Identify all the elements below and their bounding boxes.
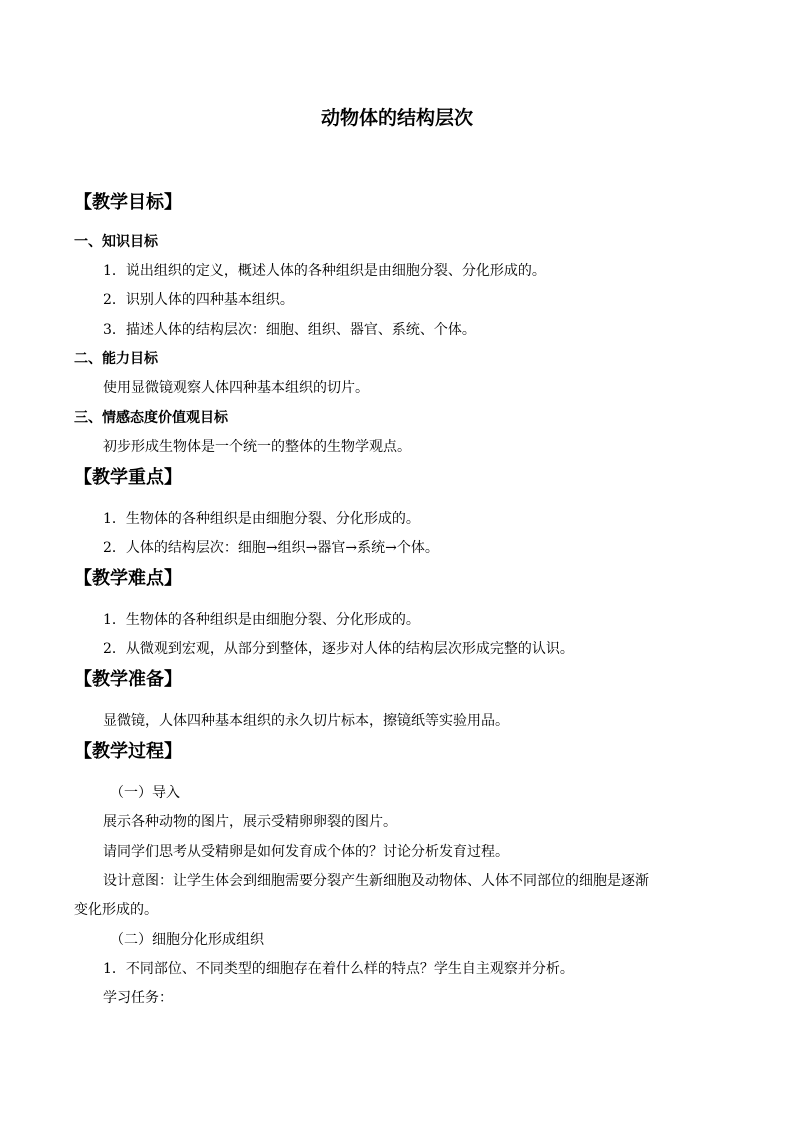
document-title: 动物体的结构层次	[320, 107, 473, 129]
key-point-item-1: 1．生物体的各种组织是由细胞分裂、分化形成的。	[103, 511, 420, 527]
process-intro-line-3: 设计意图：让学生体会到细胞需要分裂产生新细胞及动物体、人体不同部位的细胞是逐渐	[103, 873, 649, 889]
difficulty-item-2: 2．从微观到宏观，从部分到整体，逐步对人体的结构层次形成完整的认识。	[103, 641, 574, 657]
section-heading-process: 【教学过程】	[74, 741, 182, 762]
ability-text: 使用显微镜观察人体四种基本组织的切片。	[103, 380, 369, 396]
section-heading-preparation: 【教学准备】	[74, 669, 182, 690]
process-intro-line-4: 变化形成的。	[74, 902, 158, 918]
subheading-ability: 二、能力目标	[74, 351, 158, 367]
subheading-knowledge: 一、知识目标	[74, 234, 158, 250]
process-intro-line-2: 请同学们思考从受精卵是如何发育成个体的？讨论分析发育过程。	[103, 844, 509, 860]
key-point-item-2: 2．人体的结构层次：细胞→组织→器官→系统→个体。	[103, 540, 439, 556]
process-intro-heading: （一）导入	[110, 785, 180, 801]
emotion-text: 初步形成生物体是一个统一的整体的生物学观点。	[103, 439, 411, 455]
process-diff-line-2: 学习任务：	[103, 990, 173, 1006]
process-intro-line-1: 展示各种动物的图片，展示受精卵卵裂的图片。	[103, 814, 397, 830]
section-heading-goals: 【教学目标】	[74, 192, 182, 213]
knowledge-item-3: 3．描述人体的结构层次：细胞、组织、器官、系统、个体。	[103, 322, 476, 338]
process-diff-line-1: 1．不同部位、不同类型的细胞存在着什么样的特点？学生自主观察并分析。	[103, 961, 574, 977]
section-heading-difficulties: 【教学难点】	[74, 568, 182, 589]
knowledge-item-2: 2．识别人体的四种基本组织。	[103, 292, 294, 308]
subheading-emotion: 三、情感态度价值观目标	[74, 410, 228, 426]
section-heading-key-points: 【教学重点】	[74, 467, 182, 488]
preparation-text: 显微镜，人体四种基本组织的永久切片标本，擦镜纸等实验用品。	[103, 713, 509, 729]
process-diff-heading: （二）细胞分化形成组织	[110, 932, 264, 948]
knowledge-item-1: 1．说出组织的定义，概述人体的各种组织是由细胞分裂、分化形成的。	[103, 263, 546, 279]
difficulty-item-1: 1．生物体的各种组织是由细胞分裂、分化形成的。	[103, 612, 420, 628]
